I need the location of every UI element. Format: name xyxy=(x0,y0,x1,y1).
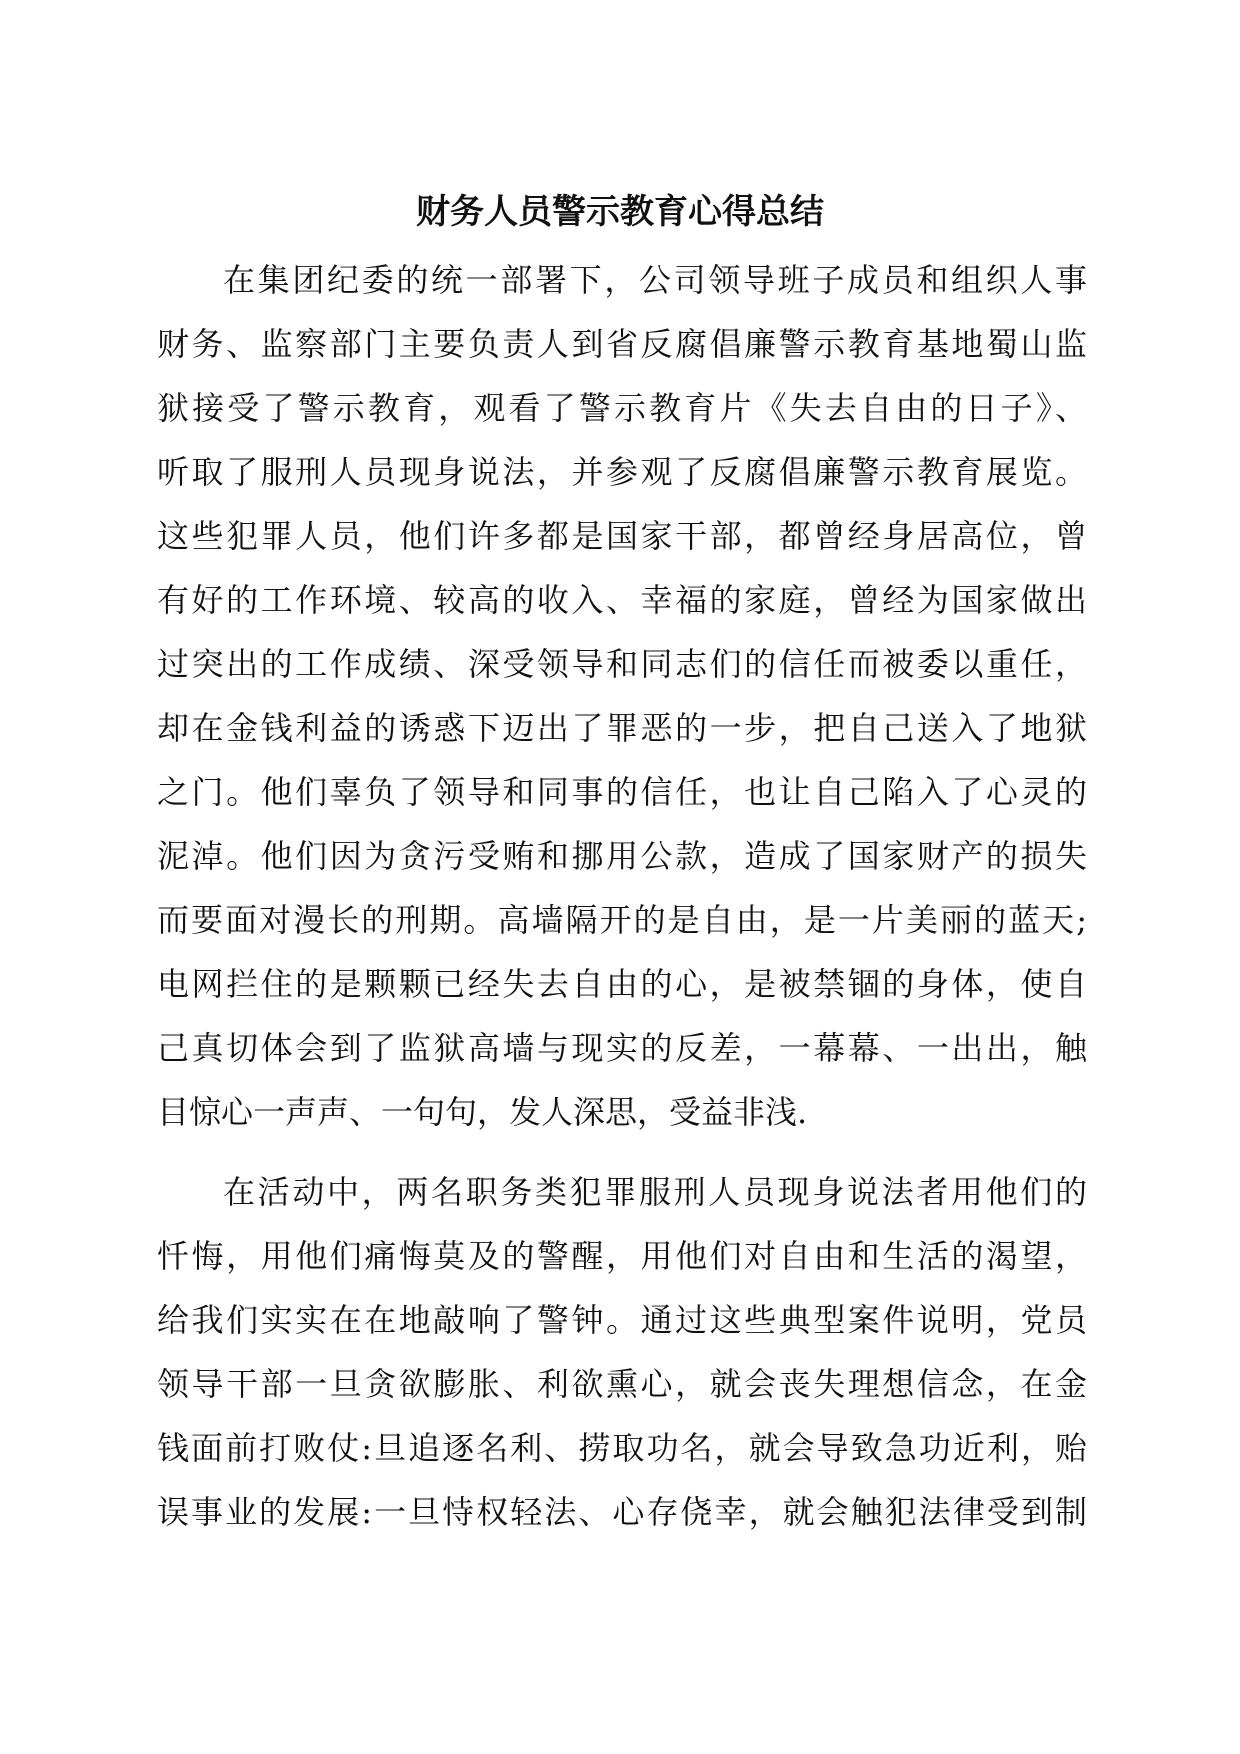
paragraph-line: 电网拦住的是颗颗已经失去自由的心，是被禁锢的身体，使自 xyxy=(157,965,1087,1003)
paragraph-line: 而要面对漫长的刑期。高墙隔开的是自由，是一片美丽的蓝天; xyxy=(157,901,1087,939)
paragraph-2 xyxy=(157,1160,1087,1544)
paragraph-line: 财务、监察部门主要负责人到省反腐倡廉警示教育基地蜀山监 xyxy=(157,325,1087,363)
paragraph-line: 听取了服刑人员现身说法，并参观了反腐倡廉警示教育展览。 xyxy=(157,453,1087,491)
paragraph-line: 误事业的发展:一旦恃权轻法、心存侥幸，就会触犯法律受到制 xyxy=(157,1493,1087,1531)
paragraph-line: 这些犯罪人员，他们许多都是国家干部，都曾经身居高位，曾 xyxy=(157,517,1087,555)
document-title: 财务人员警示教育心得总结 xyxy=(416,192,824,232)
paragraph-line: 过突出的工作成绩、深受领导和同志们的信任而被委以重任， xyxy=(157,645,1087,683)
paragraph-line: 狱接受了警示教育，观看了警示教育片《失去自由的日子》、 xyxy=(157,389,1087,427)
paragraph-line: 己真切体会到了监狱高墙与现实的反差，一幕幕、一出出，触 xyxy=(157,1029,1087,1067)
paragraph-line: 有好的工作环境、较高的收入、幸福的家庭，曾经为国家做出 xyxy=(157,581,1087,619)
paragraph-line: 领导干部一旦贪欲膨胀、利欲熏心，就会丧失理想信念，在金 xyxy=(157,1365,1087,1403)
paragraph-line: 却在金钱利益的诱惑下迈出了罪恶的一步，把自己送入了地狱 xyxy=(157,709,1087,747)
paragraph-line: 忏悔，用他们痛悔莫及的警醒，用他们对自由和生活的渴望， xyxy=(157,1237,1087,1275)
paragraph-line: 在活动中，两名职务类犯罪服刑人员现身说法者用他们的 xyxy=(223,1173,1087,1211)
paragraph-line: 给我们实实在在地敲响了警钟。通过这些典型案件说明，党员 xyxy=(157,1301,1087,1339)
paragraph-line: 钱面前打败仗:旦追逐名利、捞取功名，就会导致急功近利，贻 xyxy=(157,1429,1087,1467)
paragraph-1 xyxy=(157,248,1087,1144)
paragraph-line: 泥淖。他们因为贪污受贿和挪用公款，造成了国家财产的损失 xyxy=(157,837,1087,875)
paragraph-line: 目惊心一声声、一句句，发人深思，受益非浅. xyxy=(157,1093,808,1131)
paragraph-line: 之门。他们辜负了领导和同事的信任，也让自己陷入了心灵的 xyxy=(157,773,1087,811)
paragraph-line: 在集团纪委的统一部署下，公司领导班子成员和组织人事 xyxy=(223,261,1087,299)
